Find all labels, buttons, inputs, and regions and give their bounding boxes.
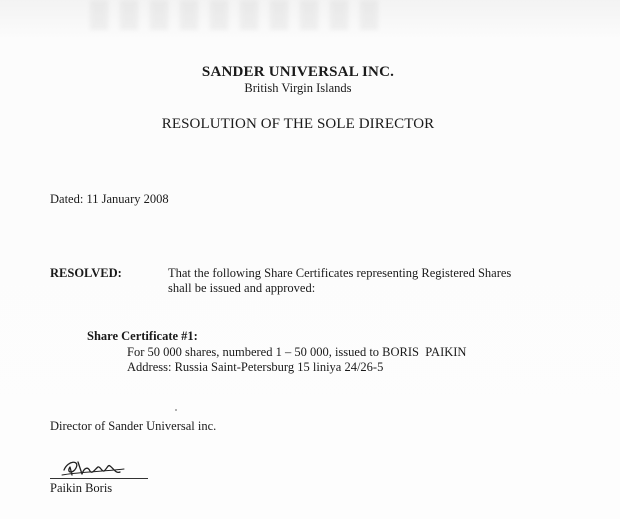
scan-bleed-through: [90, 0, 390, 30]
share-certificate-heading: Share Certificate #1:: [87, 329, 198, 343]
dated-value: 11 January 2008: [86, 192, 169, 206]
dated-label: Dated:: [50, 192, 84, 206]
handwritten-signature: [58, 456, 128, 480]
resolution-line-1: That the following Share Certificates representing Registered Shares: [168, 266, 512, 280]
resolved-label: RESOLVED:: [50, 266, 122, 280]
document-title: RESOLUTION OF THE SOLE DIRECTOR: [161, 116, 435, 132]
resolution-line-2: shall be issued and approved:: [168, 281, 316, 295]
scan-speck: [175, 409, 177, 411]
share-certificate-detail: For 50 000 shares, numbered 1 – 50 000, issued to BORIS PAIKIN: [127, 345, 467, 359]
jurisdiction: British Virgin Islands: [244, 81, 352, 95]
share-certificate-address: Address: Russia Saint-Petersburg 15 liniya 24/26-5: [127, 360, 384, 374]
company-name: SANDER UNIVERSAL INC.: [201, 64, 395, 80]
signatory-name: Paikin Boris: [50, 481, 113, 495]
director-title: Director of Sander Universal inc.: [50, 419, 217, 433]
resolution-text: [168, 266, 598, 296]
dated-line: [50, 192, 169, 207]
signature-line: [50, 478, 148, 479]
